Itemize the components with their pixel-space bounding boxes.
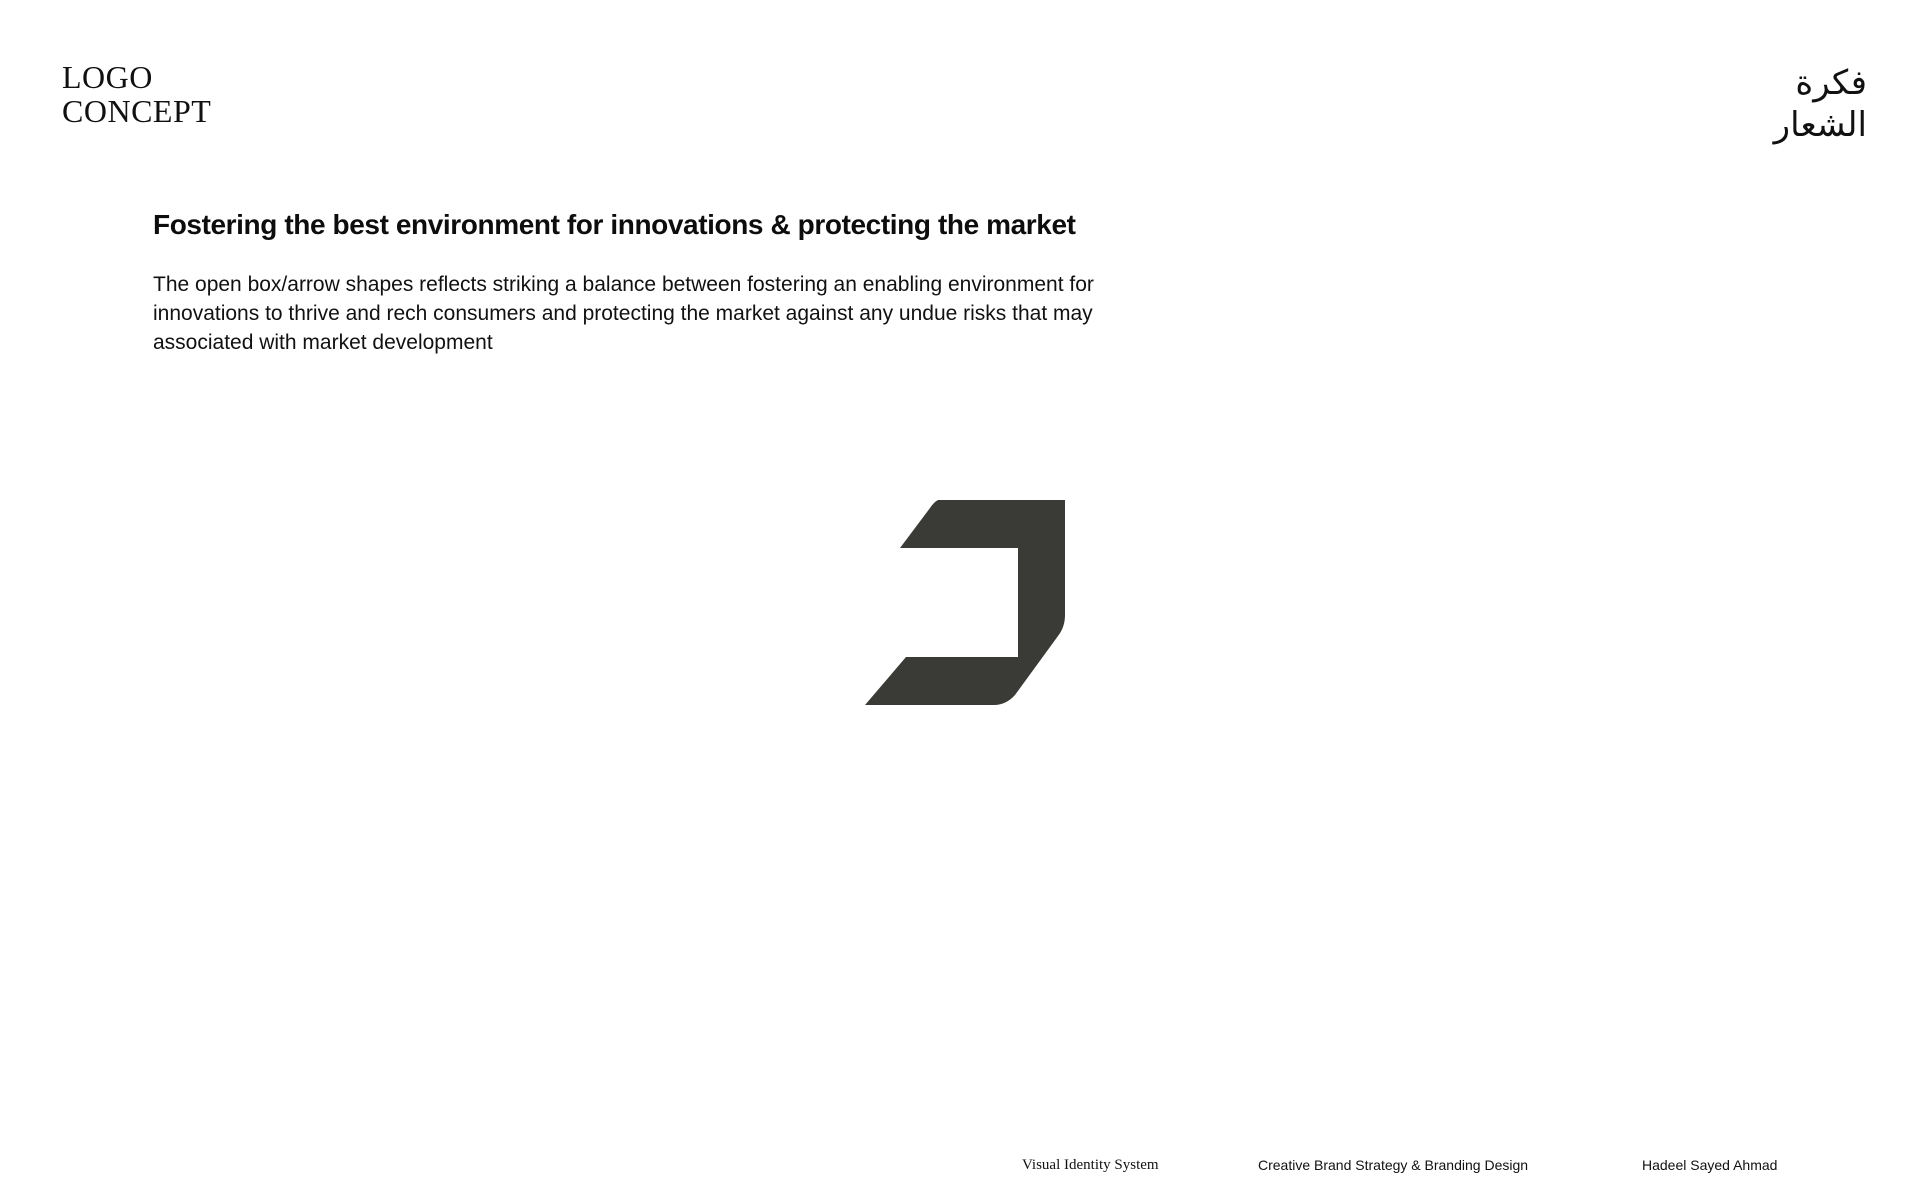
section-title-line-1: LOGO <box>62 59 153 95</box>
footer-visual-identity-system: Visual Identity System <box>1022 1157 1159 1173</box>
section-title-line-2: CONCEPT <box>62 93 212 129</box>
section-title-arabic-line-1: فكرة <box>1795 63 1867 103</box>
section-title-english <box>62 60 211 128</box>
open-box-arrow-logo-icon <box>860 495 1070 710</box>
section-title-arabic <box>1774 62 1867 146</box>
logo-shape <box>865 500 1065 705</box>
concept-headline: Fostering the best environment for innovations & protecting the market <box>153 209 1076 240</box>
concept-description: The open box/arrow shapes reflects striking a balance between fostering an enabling environment for innovations to thrive and rech consumers and protecting the market against any undue risks that may associated with market development <box>153 273 1094 354</box>
footer-author-name: Hadeel Sayed Ahmad <box>1642 1157 1778 1173</box>
footer-brand-strategy: Creative Brand Strategy & Branding Design <box>1258 1157 1529 1173</box>
section-title-arabic-line-2: الشعار <box>1773 105 1867 145</box>
